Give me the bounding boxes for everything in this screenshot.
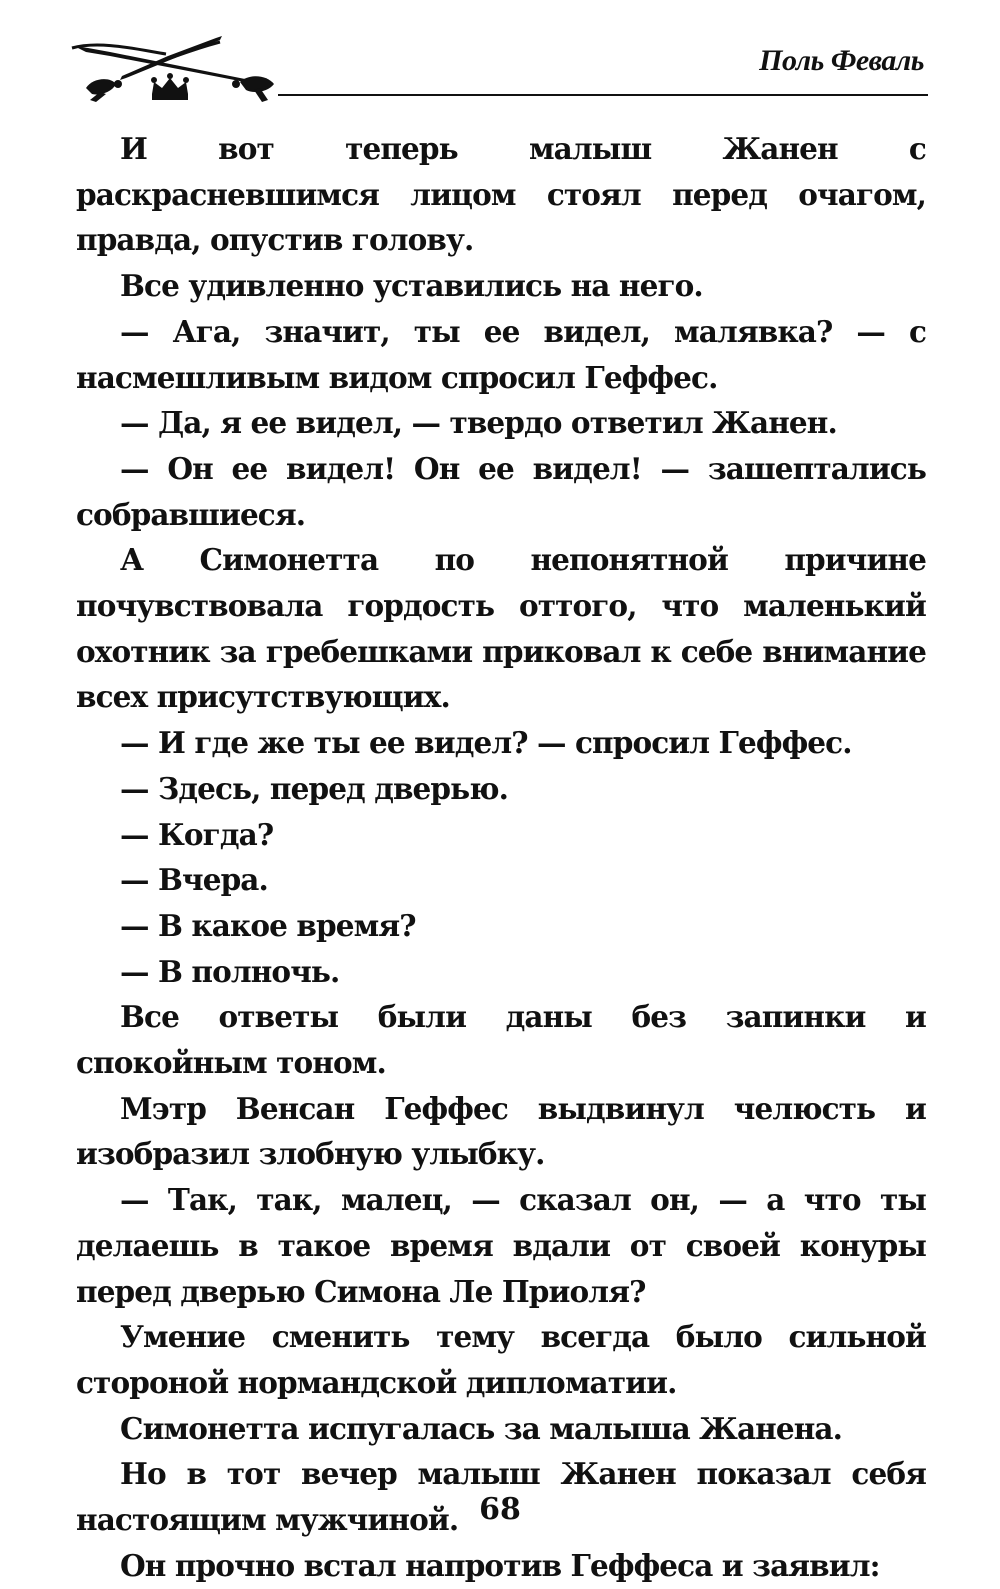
paragraph: — Здесь, перед дверью. — [120, 770, 508, 806]
paragraph: Мэтр Венсан Геффес выдвинул челюсть и изобразил злобную улыбку. — [76, 1090, 926, 1172]
paragraph: — И где же ты ее видел? — спросил Геффес. — [120, 725, 852, 761]
running-header — [70, 30, 928, 110]
header-rule — [278, 94, 928, 96]
paragraph: — Так, так, малец, — сказал он, — а что ты делаешь в такое время вдали от своей конуры перед дверью Симона Ле Приоля? — [76, 1182, 926, 1309]
paragraph: — Ага, значит, ты ее видел, малявка? — с насмешливым видом спросил Геффес. — [76, 313, 926, 395]
paragraph: — В полночь. — [120, 953, 340, 989]
paragraph: — В какое время? — [120, 907, 416, 943]
crossed-swords-crown-icon — [70, 30, 290, 110]
paragraph: — Он ее видел! Он ее видел! — зашептались собравшиеся. — [76, 450, 926, 532]
paragraph: Но в тот вечер малыш Жанен показал себя настоящим мужчиной. — [76, 1456, 926, 1538]
body-text — [76, 126, 926, 1589]
paragraph: А Симонетта по непонятной причине почувствовала гордость оттого, что маленький охотник за гребешками приковал к себе внимание всех присутствующих. — [76, 542, 926, 715]
paragraph: — Вчера. — [120, 862, 268, 898]
author-name: Поль Феваль — [759, 44, 924, 77]
paragraph: Он прочно встал напротив Геффеса и заявил: — [120, 1547, 880, 1583]
paragraph: Умение сменить тему всегда было сильной стороной нормандской дипломатии. — [76, 1319, 926, 1400]
paragraph: Все удивленно уставились на него. — [120, 268, 703, 304]
paragraph: — Да, я ее видел, — твердо ответил Жанен. — [120, 405, 837, 441]
page-number: 68 — [479, 1492, 521, 1527]
paragraph: Все ответы были даны без запинки и спокойным тоном. — [76, 999, 926, 1081]
paragraph: — Когда? — [120, 816, 274, 852]
paragraph: И вот теперь малыш Жанен с раскрасневшимся лицом стоял перед очагом, правда, опустив голову. — [76, 131, 926, 258]
paragraph: Симонетта испугалась за малыша Жанена. — [120, 1410, 843, 1446]
